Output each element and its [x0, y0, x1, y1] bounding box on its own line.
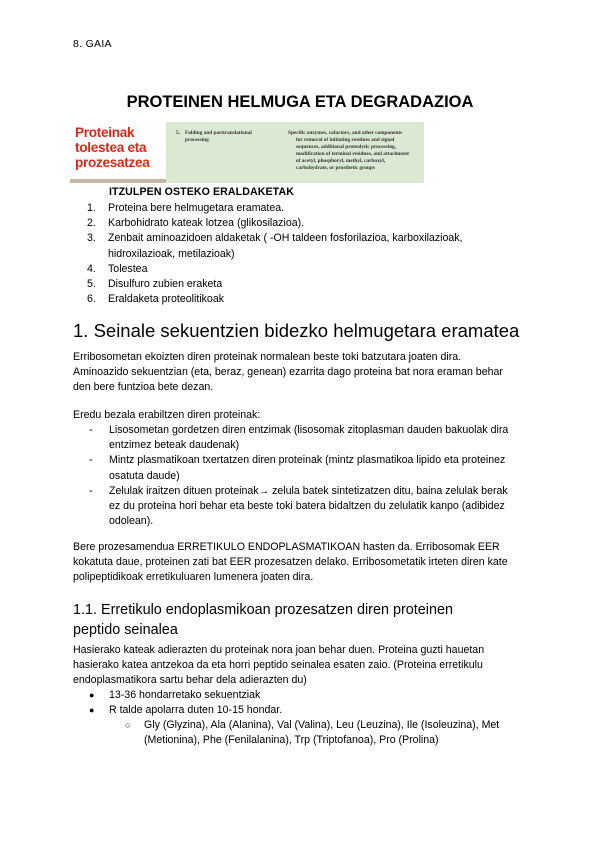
- section-1-paragraph-1: [73, 350, 528, 396]
- apolar-residues-sublist: [73, 718, 528, 748]
- signal-peptide-features-list: [73, 688, 528, 718]
- protein-examples-list: [73, 423, 528, 529]
- figure-divider-bar: [70, 179, 166, 183]
- list-item: [73, 453, 528, 483]
- list-item-number: 6.: [87, 293, 96, 306]
- figure-step-line: Folding and posttranslational: [185, 130, 252, 136]
- list-item: [73, 231, 513, 261]
- list-item-text: 13-36 hondarretako sekuentziak: [109, 689, 261, 701]
- list-item: [73, 718, 528, 748]
- figure-desc-line: for removal of initiating residues and signal: [296, 137, 395, 143]
- list-item-text: entzimez beteak daudenak): [109, 439, 240, 452]
- figure-red-title-line: prozesatzea: [75, 155, 150, 170]
- paragraph-line: polipeptidikoak erretikuluaren lumenera joaten dira.: [73, 571, 314, 584]
- dash-marker: -: [89, 484, 93, 497]
- figure-desc-line: of acetyl, phosphoryl, methyl, carboxyl,: [296, 158, 386, 164]
- section-1-1-paragraph: [73, 643, 528, 689]
- list-item-text: Lisosometan gordetzen diren entzimak (lisosomak zitoplasman dauden bakuolak dira: [109, 424, 509, 436]
- list-item-text: Disulfuro zubien eraketa: [108, 278, 223, 291]
- page-title: PROTEINEN HELMUGA ETA DEGRADAZIOA: [126, 93, 474, 111]
- heading-line: 1.1. Erretikulo endoplasmikoan prozesatzen diren proteinen: [73, 602, 453, 618]
- dash-marker: -: [89, 454, 93, 467]
- figure-step-line: processing: [185, 137, 209, 143]
- paragraph-line: Aminoazido sekuentzian (eta, beraz, genean) ezarrita dago proteina bat nora eraman behar: [73, 366, 503, 379]
- list-item-number: 1.: [87, 202, 96, 214]
- list-item: [73, 262, 513, 277]
- list-item-text: Karbohidrato kateak lotzea (glikosilazioa).: [108, 217, 305, 230]
- paragraph-line: hasierako katea antzekoa da eta horri peptido seinalea esaten zaio. (Proteina erretikulu: [73, 659, 483, 672]
- sub-bullet-marker: ○: [125, 720, 131, 730]
- list-item: [73, 277, 513, 292]
- paragraph-line: kokatuta daue, proteinen zati bat EER prozesatzen delako. Erribosometatik irteten diren kate: [73, 556, 508, 569]
- list-item: [73, 688, 528, 703]
- list-item-number: 4.: [87, 262, 96, 275]
- figure-red-title-line: tolestea eta: [75, 140, 147, 155]
- list-item-number: 3.: [87, 232, 96, 245]
- figure-description: [288, 130, 420, 172]
- figure-red-title: [75, 125, 150, 170]
- paragraph-line: Hasierako kateak adierazten du proteinak nora joan behar duen. Proteina guzti hauetan: [73, 644, 485, 656]
- list-item-number: 5.: [87, 278, 96, 291]
- list-item-text: (Metionina), Phe (Fenilalanina), Trp (Triptofanoa), Pro (Prolina): [144, 734, 439, 747]
- figure-desc-line: Specific enzymes, cofactors, and other components: [288, 130, 403, 136]
- bullet-marker: ●: [89, 705, 95, 716]
- figure-desc-line: sequences, additional proteolytic processing,: [296, 144, 397, 150]
- figure-red-title-line: Proteinak: [75, 125, 135, 140]
- figure-step: [176, 130, 252, 144]
- section-1-1-heading: [73, 600, 528, 640]
- paragraph-line: Erribosometan ekoizten diren proteinak normalean beste toki batzutara joaten dira.: [73, 351, 462, 363]
- list-item-text: Eraldaketa proteolitikoak: [108, 293, 225, 306]
- list-item: [73, 484, 528, 530]
- list-item-text: hidroxilazioak, metilazioak): [108, 247, 235, 260]
- paragraph-line: endoplasmatikora sartu behar dela adierazten du): [73, 674, 307, 687]
- list-item: [73, 703, 528, 718]
- figure-title-panel: [70, 122, 166, 183]
- chapter-header: 8. GAIA: [73, 38, 112, 50]
- figure-desc-line: modification of terminal residues, and attachment: [296, 151, 409, 157]
- list-item-text: Zenbait aminoazidoen aldaketak ( -OH taldeen fosforilazioa, karboxilazioak,: [108, 232, 463, 245]
- list-item-text: Mintz plasmatikoan txertatzen diren proteinak (mintz plasmatikoa lipido eta proteinez: [109, 454, 506, 467]
- list-item-text: Zelulak iraitzen dituen proteinak→ zelula batek sintetizatzen ditu, baina zelulak berak: [109, 484, 508, 497]
- list-item-text: osatuta daude): [109, 469, 180, 482]
- section-1-paragraph-2: Eredu bezala erabiltzen diren proteinak:: [73, 409, 261, 421]
- list-item-text: R talde apolarra duten 10-15 hondar.: [109, 704, 283, 717]
- section-1-paragraph-3: [73, 540, 528, 586]
- bullet-marker: ●: [89, 690, 95, 700]
- textbook-figure: [70, 122, 424, 183]
- list-item: [73, 216, 513, 231]
- list-item: [73, 201, 513, 216]
- modifications-heading: ITZULPEN OSTEKO ERALDAKETAK: [109, 186, 294, 198]
- heading-line: peptido seinalea: [73, 622, 178, 638]
- figure-desc-line: carbohydrate, or prosthetic groups: [296, 165, 375, 171]
- modifications-list: [73, 201, 513, 307]
- list-item: [73, 423, 528, 453]
- paragraph-line: den bere funtzioa bete dezan.: [73, 381, 214, 394]
- figure-step-number: 5.: [176, 130, 180, 136]
- dash-marker: -: [89, 424, 93, 436]
- list-item-text: Tolestea: [108, 262, 148, 275]
- list-item-text: Gly (Glyzina), Ala (Alanina), Val (Valina), Leu (Leuzina), Ile (Isoleuzina), Met: [144, 719, 500, 731]
- list-item-text: Proteina bere helmugetara eramatea.: [108, 202, 285, 214]
- list-item-text: ez du proteina hori behar eta beste toki batera bidaltzen du zelulatik kanpo (adibidez: [109, 500, 505, 513]
- list-item-number: 2.: [87, 217, 96, 230]
- list-item-text: odolean).: [109, 515, 154, 528]
- list-item: [73, 292, 513, 307]
- section-1-heading: 1. Seinale sekuentzien bidezko helmugetara eramatea: [73, 320, 520, 341]
- paragraph-line: Bere prozesamendua ERRETIKULO ENDOPLASMATIKOAN hasten da. Erribosomak EER: [73, 541, 500, 553]
